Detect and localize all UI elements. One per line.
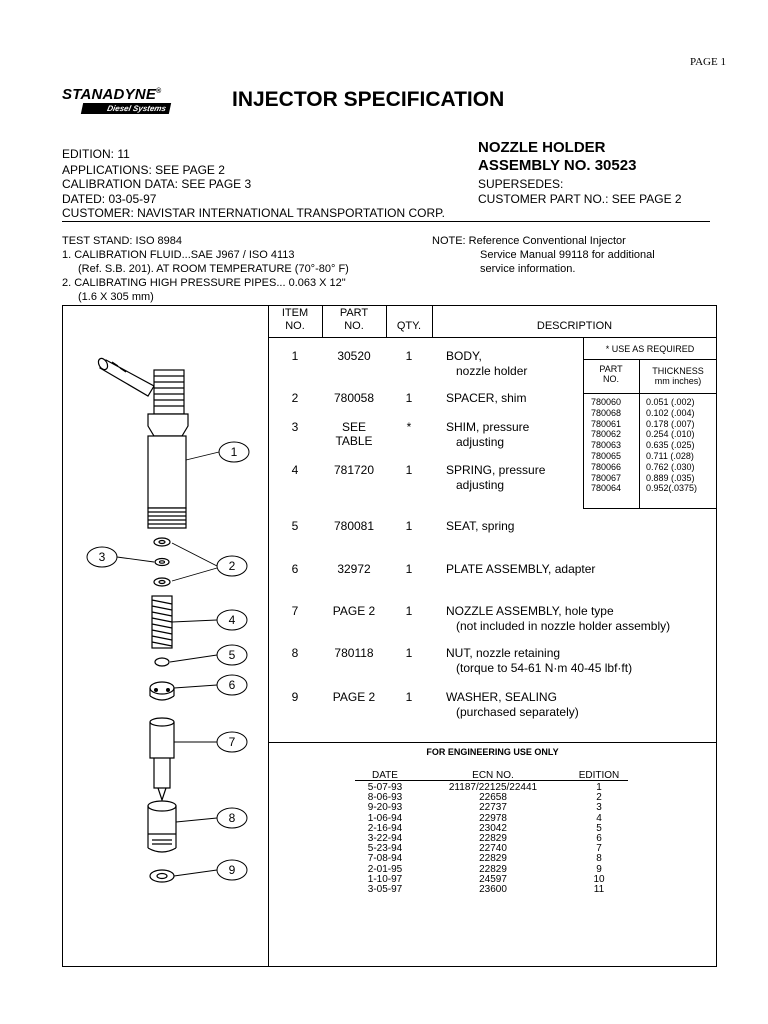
nozzle-assembly-part <box>150 718 174 800</box>
item-description: NUT, nozzle retaining <box>446 646 561 660</box>
eng-date: 9-20-93 <box>367 802 403 814</box>
customer-part-no: CUSTOMER PART NO.: SEE PAGE 2 <box>478 192 682 206</box>
note-line3: service information. <box>480 263 576 275</box>
note-line2: Service Manual 99118 for additional <box>480 249 655 261</box>
eng-edition: 11 <box>593 884 605 895</box>
callout-7-label: 7 <box>228 735 236 749</box>
eng-date: 7-08-94 <box>367 853 403 865</box>
exploded-view-drawing-lower <box>62 790 268 900</box>
shim-part-number: 780062 <box>591 429 622 440</box>
item-description-detail: (not included in nozzle holder assembly) <box>456 619 671 633</box>
item-number: 4 <box>291 463 299 477</box>
eng-edition: 9 <box>596 863 602 875</box>
shim-header-part <box>583 364 639 384</box>
shim-header-divider <box>583 393 717 394</box>
item-number: 8 <box>291 646 299 660</box>
header-item-line2: NO. <box>285 320 305 332</box>
eng-ecn-number: 22829 <box>479 863 507 875</box>
callout-1-label: 1 <box>230 445 238 459</box>
eng-ecn-number: 22829 <box>479 853 507 865</box>
shim-thickness: 0.889 (.035) <box>646 472 695 483</box>
shim-header-part-line1: PART <box>599 364 623 374</box>
test-stand: TEST STAND: ISO 8984 <box>62 235 183 247</box>
eng-ecn-number: 24597 <box>479 873 507 885</box>
item-quantity: 1 <box>405 690 413 704</box>
item-number: 5 <box>291 519 299 533</box>
edition: EDITION: 11 <box>62 147 130 161</box>
shim-thickness: 0.762 (.030) <box>646 461 695 472</box>
dated: DATED: 03-05-97 <box>62 192 157 206</box>
document-title: INJECTOR SPECIFICATION <box>232 88 505 111</box>
item-quantity: 1 <box>405 349 413 363</box>
eng-date: 3-05-97 <box>367 884 403 895</box>
shim-thickness: 0.952(.0375) <box>646 483 698 494</box>
eng-edition: 3 <box>596 802 602 814</box>
assembly-number: ASSEMBLY NO. 30523 <box>478 157 637 174</box>
item-quantity: 1 <box>405 391 413 405</box>
item-description: SHIM, pressure <box>446 420 530 434</box>
item-part-number-line2: TABLE <box>335 434 373 448</box>
assembly-title-line1: NOZZLE HOLDER <box>478 139 606 156</box>
callout-9-label: 9 <box>228 863 236 877</box>
logo-registered: ® <box>156 88 162 95</box>
shim-part-number: 780063 <box>591 440 622 451</box>
header-part-line2: NO. <box>344 320 364 332</box>
eng-header-date: DATE <box>372 770 398 781</box>
callout-6-label: 6 <box>228 678 236 692</box>
shim-thickness: 0.051 (.002) <box>646 397 695 407</box>
header-part <box>322 307 386 333</box>
shim-thickness: 0.254 (.010) <box>646 429 695 440</box>
eng-ecn-number: 22740 <box>479 843 507 855</box>
eng-ecn-number: 22978 <box>479 812 507 824</box>
eng-header-edition: EDITION <box>578 770 620 781</box>
pressure-shim-part <box>155 559 169 566</box>
item-number: 3 <box>291 420 299 434</box>
item-description: SEAT, spring <box>446 519 515 533</box>
eng-ecn-number: 21187/22125/22441 <box>448 782 538 793</box>
calibrating-pipes: 2. CALIBRATING HIGH PRESSURE PIPES... 0.063 X 12" <box>62 277 346 289</box>
logo-subtitle: Diesel Systems <box>81 103 171 114</box>
item-quantity: 1 <box>405 646 413 660</box>
eng-header-ecn: ECN NO. <box>472 770 514 781</box>
spring-part <box>152 596 172 648</box>
page-number: PAGE 1 <box>690 56 726 68</box>
shim-part-number: 780066 <box>591 461 622 472</box>
header-item <box>268 307 322 333</box>
item-number: 1 <box>291 349 299 363</box>
eng-edition: 6 <box>596 833 602 844</box>
eng-edition: 2 <box>596 792 602 804</box>
calibration-fluid-ref: (Ref. S.B. 201). AT ROOM TEMPERATURE (70°-80° F) <box>78 263 349 275</box>
item-quantity: 1 <box>405 463 413 477</box>
item-description: PLATE ASSEMBLY, adapter <box>446 562 596 576</box>
item-number: 2 <box>291 391 299 405</box>
item-description: NOZZLE ASSEMBLY, hole type <box>446 604 614 618</box>
item-description-detail: adjusting <box>456 478 505 492</box>
exploded-view-drawing <box>62 338 268 808</box>
item-number: 7 <box>291 604 299 618</box>
shim-title-divider <box>583 359 717 360</box>
calibration-data: CALIBRATION DATA: SEE PAGE 3 <box>62 177 252 191</box>
header-qty: QTY. <box>396 320 422 332</box>
header-item-line1: ITEM <box>281 307 309 319</box>
spring-seat-part <box>155 658 169 666</box>
eng-ecn-number: 22737 <box>479 802 507 814</box>
nozzle-nut-part <box>148 801 176 852</box>
shim-thickness: 0.635 (.025) <box>646 440 695 451</box>
callout-4-label: 4 <box>228 613 236 627</box>
eng-date: 3-22-94 <box>367 833 403 844</box>
shim-header-thickness-line2: mm inches) <box>654 376 702 386</box>
item-number: 9 <box>291 690 299 704</box>
header-divider <box>62 221 710 222</box>
item-part-number: PAGE 2 <box>332 690 376 704</box>
shim-part-number: 780065 <box>591 451 622 461</box>
shim-thickness: 0.711 (.028) <box>646 451 694 461</box>
customer: CUSTOMER: NAVISTAR INTERNATIONAL TRANSPORTATION CORP. <box>62 206 445 220</box>
callout-3-label: 3 <box>98 550 106 564</box>
eng-date: 1-06-94 <box>367 812 403 824</box>
item-description-detail: nozzle holder <box>456 364 528 378</box>
item-part-number: 780058 <box>333 391 375 405</box>
item-description-detail: (purchased separately) <box>456 705 579 719</box>
eng-date: 5-23-94 <box>367 843 403 855</box>
shim-table-title: * USE AS REQUIRED <box>605 344 695 354</box>
item-number: 6 <box>291 562 299 576</box>
item-quantity: 1 <box>405 519 413 533</box>
item-description: WASHER, SEALING <box>446 690 557 704</box>
item-part-number: 780081 <box>333 519 375 533</box>
sealing-washer-part <box>150 870 174 882</box>
callout-5-label: 5 <box>228 648 236 662</box>
header-description: DESCRIPTION <box>536 320 613 332</box>
item-part-number: 781720 <box>333 463 375 477</box>
shim-thickness: 0.178 (.007) <box>646 418 695 429</box>
item-part-number: PAGE 2 <box>332 604 376 618</box>
engineering-divider <box>268 742 717 743</box>
body-shank <box>148 436 186 508</box>
shim-header-thickness-line1: THICKNESS <box>652 366 704 376</box>
item-quantity: * <box>406 420 412 434</box>
eng-date: 5-07-93 <box>367 782 403 793</box>
applications: APPLICATIONS: SEE PAGE 2 <box>62 163 225 177</box>
shim-part-number: 780060 <box>591 397 622 407</box>
calibration-fluid: 1. CALIBRATION FLUID...SAE J967 / ISO 4113 <box>62 249 295 261</box>
eng-ecn-number: 23042 <box>479 822 507 834</box>
callout-2-label: 2 <box>228 559 236 573</box>
supersedes: SUPERSEDES: <box>478 177 564 191</box>
eng-ecn-number: 22658 <box>479 792 507 804</box>
item-quantity: 1 <box>405 562 413 576</box>
adapter-plate-part <box>150 682 174 700</box>
header-part-line1: PART <box>339 307 369 319</box>
item-description: BODY, <box>446 349 482 363</box>
shim-part-number: 780068 <box>591 407 622 418</box>
eng-date: 1-10-97 <box>367 873 403 885</box>
note-line1: NOTE: Reference Conventional Injector <box>432 235 626 247</box>
shim-part-number: 780067 <box>591 472 622 483</box>
callout-8-label: 8 <box>228 811 236 825</box>
item-part-number: 32972 <box>337 562 371 576</box>
shim-thickness: 0.102 (.004) <box>646 407 695 418</box>
eng-ecn-number: 22829 <box>479 833 507 844</box>
logo-brand: STANADYNE <box>62 86 157 103</box>
eng-edition: 1 <box>596 782 602 793</box>
body-shoulder <box>148 414 188 436</box>
shim-header-thickness <box>639 366 717 386</box>
eng-date: 8-06-93 <box>367 792 403 804</box>
item-description-detail: (torque to 54-61 N·m 40-45 lbf·ft) <box>456 661 633 675</box>
shim-part-number: 780061 <box>591 418 622 429</box>
calibrating-pipes-mm: (1.6 X 305 mm) <box>78 291 154 303</box>
eng-edition: 7 <box>596 843 602 855</box>
eng-edition: 10 <box>593 873 605 885</box>
shim-header-part-line2: NO. <box>602 374 619 384</box>
item-description: SPRING, pressure <box>446 463 546 477</box>
spacer-shim-part <box>154 538 170 546</box>
item-part-number: 30520 <box>337 349 371 363</box>
eng-date: 2-16-94 <box>367 822 403 834</box>
item-part-number: SEE <box>341 420 366 434</box>
item-quantity: 1 <box>405 604 413 618</box>
eng-header-underline <box>355 780 628 781</box>
eng-edition: 8 <box>596 853 602 865</box>
stanadyne-logo <box>62 86 170 114</box>
inlet-fitting <box>97 357 154 396</box>
shim-part-number: 780064 <box>591 483 622 494</box>
engineering-title: FOR ENGINEERING USE ONLY <box>426 747 559 757</box>
eng-edition: 4 <box>596 812 602 824</box>
eng-ecn-number: 23600 <box>479 884 507 895</box>
body-threads-top <box>154 370 184 414</box>
item-part-number: 780118 <box>334 646 374 660</box>
item-description: SPACER, shim <box>446 391 527 405</box>
eng-edition: 5 <box>596 822 602 834</box>
eng-date: 2-01-95 <box>367 863 403 875</box>
item-description-detail: adjusting <box>456 435 505 449</box>
